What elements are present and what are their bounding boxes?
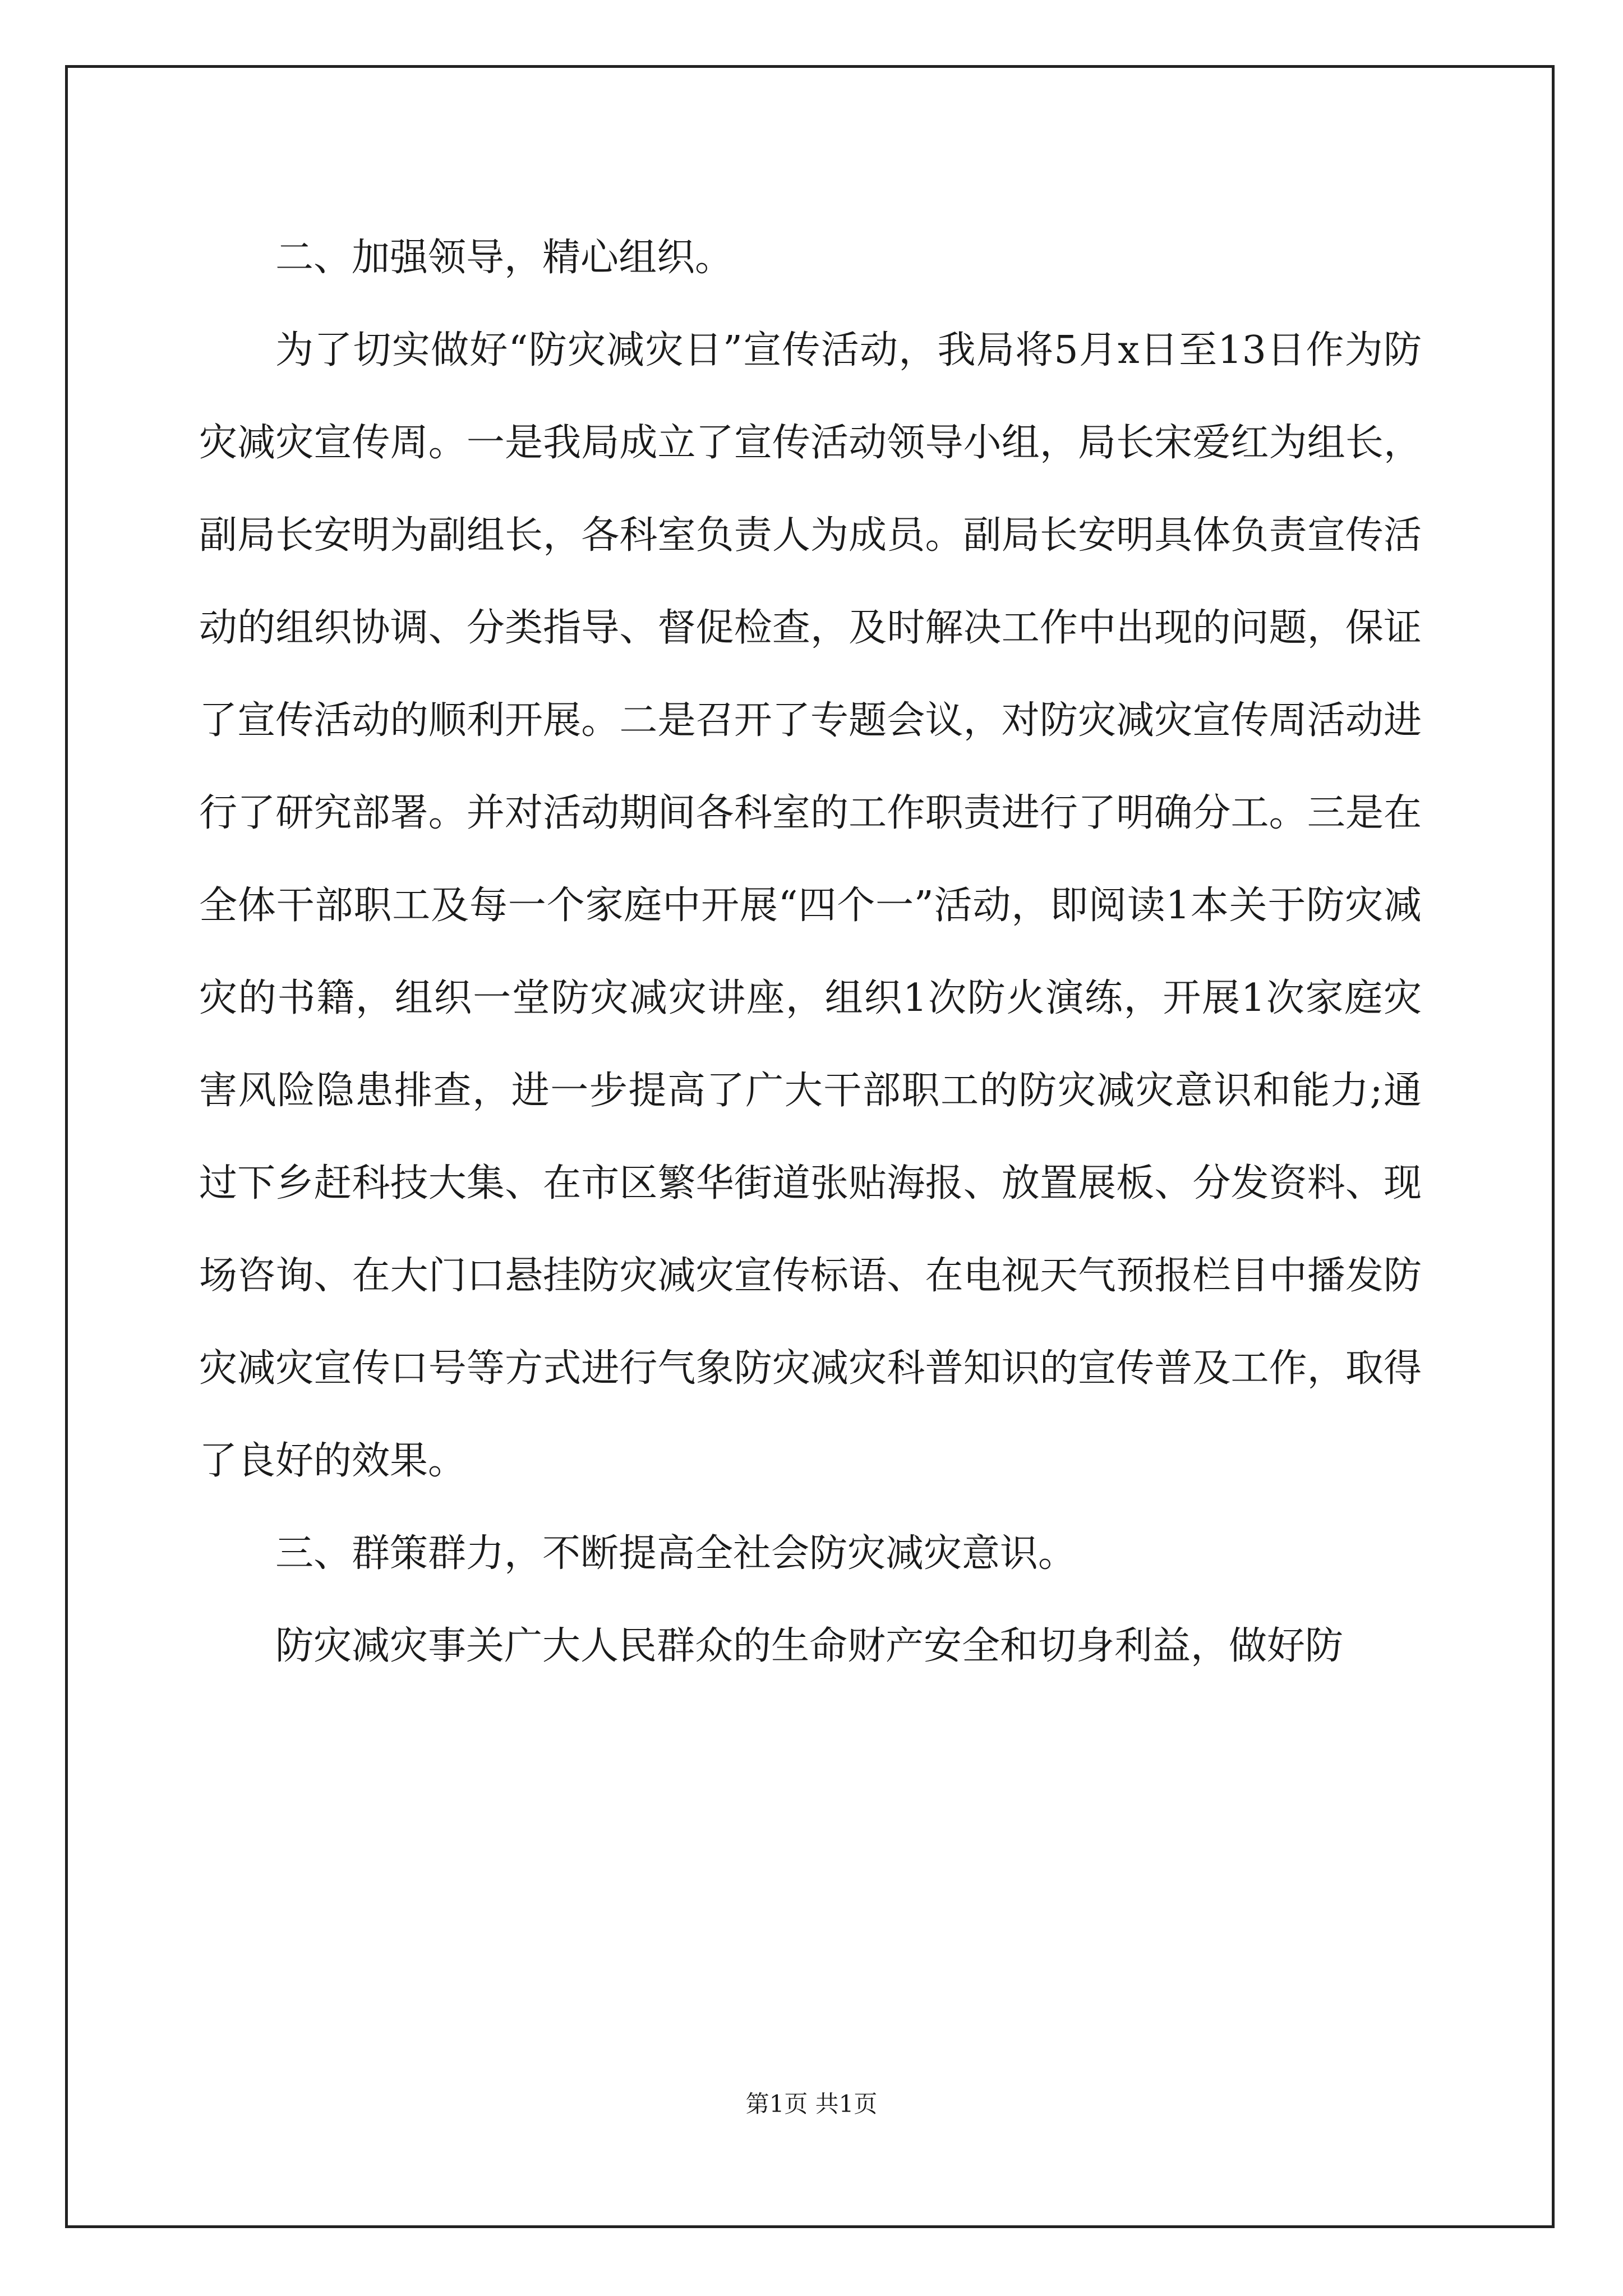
paragraph-heading-2: 二、加强领导，精心组织。 [275,236,734,280]
document-body [199,211,1422,1692]
paragraph-heading-3: 三、群策群力，不断提高全社会防灾减灾意识。 [275,1531,1077,1576]
page-footer: 第1页 共1页 [745,2090,878,2118]
paragraph-body-2: 防灾减灾事关广大人民群众的生命财产安全和切身利益，做好防 [275,1624,1344,1668]
paragraph-body-1: 为了切实做好“防灾减灾日”宣传活动，我局将5月x日至13日作为防灾减灾宣传周。一是我局成立了宣传活动领导小组，局长宋爱红为组长，副局长安明为副组长，各科室负责人为成员。副局长安明具体负责宣传活动的组织协调、分类指导、督促检查，及时解决工作中出现的问题，保证了宣传活动的顺利开展。二是召开了专题会议，对防灾减灾宣传周活动进行了研究部署。并对活动期间各科室的工作职责进行了明确分工。三是在全体干部职工及每一个家庭中开展“四个一”活动，即阅读1本关于防灾减灾的书籍，组织一堂防灾减灾讲座，组织1次防火演练，开展1次家庭灾害风险隐患排查，进一步提高了广大干部职工的防灾减灾意识和能力;通过下乡赶科技大集、在市区繁华街道张贴海报、放置展板、分发资料、现场咨询、在大门口悬挂防灾减灾宣传标语、在电视天气预报栏目中播发防灾减灾宣传口号等方式进行气象防灾减灾科普知识的宣传普及工作，取得了良好的效果。 [199,328,1422,1483]
